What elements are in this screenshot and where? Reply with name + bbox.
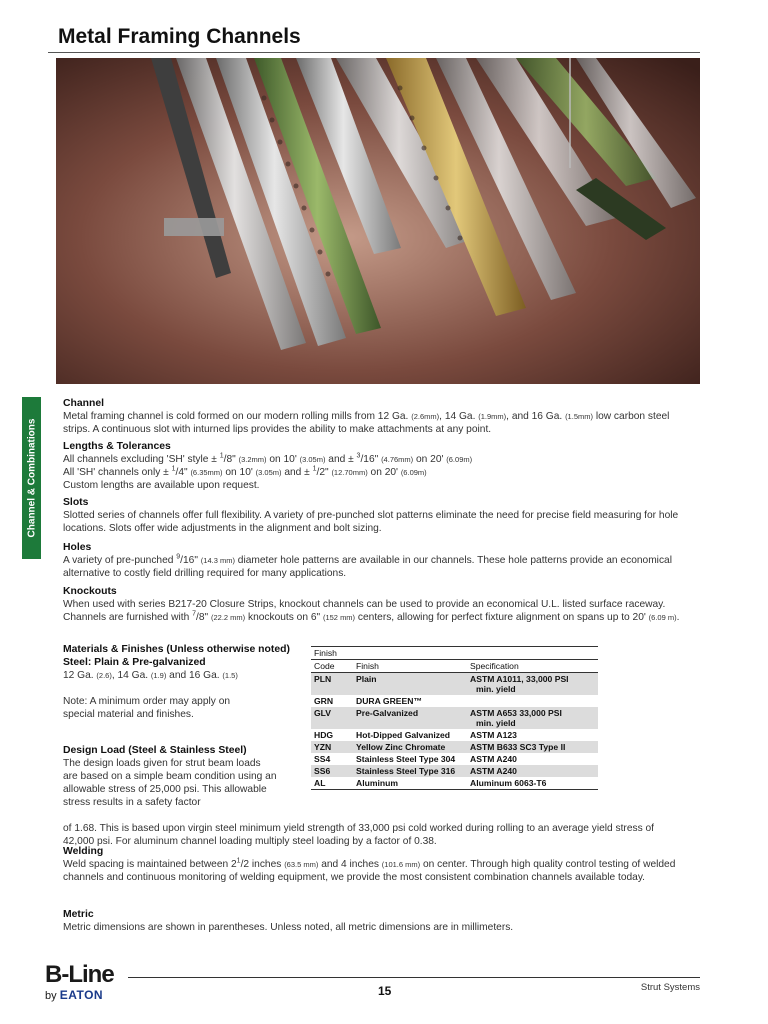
- side-tab: [22, 397, 41, 559]
- lengths-line-2: All 'SH' channels only ± $^1$/4" (6.35mm) on 10' (3.05m) and ± $^1$/2" (12.70mm) on 20' (6.09m): [63, 465, 427, 478]
- finish-name: Hot-Dipped Galvanized: [356, 730, 451, 740]
- materials-heading: Materials & Finishes (Unless otherwise noted): [63, 644, 290, 655]
- finish-name: DURA GREEN™: [356, 696, 423, 706]
- finish-table-header-row-2: [311, 660, 598, 673]
- finish-code: PLN: [311, 673, 353, 696]
- finish-spec: ASTM A123: [470, 730, 517, 740]
- finish-table: [311, 646, 598, 790]
- table-row: [311, 695, 598, 707]
- slots-section: [63, 496, 683, 535]
- finish-code: SS4: [314, 754, 331, 764]
- slots-heading: Slots: [63, 497, 89, 508]
- finish-name: Plain: [353, 673, 467, 696]
- header-specification: Specification: [467, 660, 598, 673]
- slots-text: Slotted series of channels offer full flexibility. A variety of pre-punched slot patterns eliminate the need for precise field measuring for hole locations. Slots offer wide adjustments in the alignment and bolt sizing.: [63, 510, 679, 534]
- table-row: [311, 729, 598, 741]
- holes-section: [63, 541, 683, 580]
- knockouts-section: [63, 585, 683, 624]
- table-row: [311, 753, 598, 765]
- channels-illustration: [56, 58, 700, 384]
- metric-heading: Metric: [63, 909, 94, 920]
- logo-main: B-Line: [45, 961, 114, 988]
- design-load-text-narrow: The design loads given for strut beam loads are based on a simple beam condition using an allowable stress of 25,000 psi. This allowable stress results in a safety factor: [63, 758, 277, 808]
- finish-code: SS6: [311, 765, 353, 777]
- finish-spec: ASTM A653 33,000 PSI min. yield: [467, 707, 598, 729]
- knockouts-text: When used with series B217-20 Closure Strips, knockout channels can be used to provide an economical U.L. listed surface raceway. Channels are furnished with $^7$/8" (22.2 mm) knockouts on 6" (152 mm) centers, allowing for perfect fixture alignment on spans up to 20' (6.09 m).: [63, 599, 680, 623]
- finish-spec: ASTM A240: [470, 754, 517, 764]
- footer-section-name: Strut Systems: [640, 982, 700, 993]
- welding-text: Weld spacing is maintained between $2^1/2$ inches (63.5 mm) and 4 inches (101.6 mm) on center. Through high quality control testing of welded channels and continuous monitoring of welding equipment, we provide the most consistent combination channels available today.: [63, 857, 676, 883]
- materials-section: [63, 643, 308, 721]
- bline-logo: [45, 962, 114, 1003]
- header-finish-code-1: Finish: [314, 648, 337, 658]
- table-row: [311, 777, 598, 790]
- finish-code: YZN: [311, 741, 353, 753]
- channel-heading: Channel: [63, 398, 104, 409]
- metric-text: Metric dimensions are shown in parentheses. Unless noted, all metric dimensions are in millimeters.: [63, 922, 514, 933]
- finish-code: GLV: [311, 707, 353, 729]
- table-row: [311, 707, 598, 729]
- finish-name: Yellow Zinc Chromate: [353, 741, 467, 753]
- lengths-heading: Lengths & Tolerances: [63, 441, 171, 452]
- design-load-heading: Design Load (Steel & Stainless Steel): [63, 745, 247, 756]
- welding-section: [63, 845, 683, 884]
- finish-name: Aluminum: [353, 777, 467, 790]
- table-row: [311, 673, 598, 696]
- materials-gauges: 12 Ga. (2.6), 14 Ga. (1.9) and 16 Ga. (1.5): [63, 670, 238, 681]
- finish-name: Stainless Steel Type 316: [353, 765, 467, 777]
- table-row: [311, 741, 598, 753]
- channel-section: [63, 397, 683, 436]
- finish-code: HDG: [314, 730, 334, 740]
- finish-spec: ASTM B633 SC3 Type II: [467, 741, 598, 753]
- finish-table-header-row-1: [311, 647, 598, 660]
- header-finish-code-2: Code: [311, 660, 353, 673]
- logo-by-line: by EATON: [45, 988, 104, 1002]
- title-rule: [48, 52, 700, 53]
- finish-spec: ASTM A1011, 33,000 PSI min. yield: [467, 673, 598, 696]
- finish-code: GRN: [314, 696, 334, 706]
- lengths-line-3: Custom lengths are available upon request.: [63, 480, 260, 491]
- channels-photo: [56, 58, 700, 384]
- welding-heading: Welding: [63, 846, 104, 857]
- footer-rule: [128, 977, 700, 978]
- channel-text: Metal framing channel is cold formed on our modern rolling mills from 12 Ga. (2.6mm), 14 Ga. (1.9mm), and 16 Ga. (1.5mm) low carbon steel strips. A continuous slot with inturned lips provides the ability to make attachments at any point.: [63, 411, 670, 435]
- finish-spec: [467, 695, 598, 707]
- holes-text: A variety of pre-punched $^9$/16" (14.3 mm) diameter hole patterns are available in our channels. These hole patterns provide an economical alternative to costly field drilling required for many applications.: [63, 553, 672, 579]
- holes-heading: Holes: [63, 542, 92, 553]
- finish-spec: Aluminum 6063-T6: [467, 777, 598, 790]
- materials-note: Note: A minimum order may apply on special material and finishes.: [63, 696, 231, 720]
- design-load-text-wide: of 1.68. This is based upon virgin steel minimum yield strength of 33,000 psi cold worked during rolling to an average yield stress of 42,000 psi. For aluminum channel loading multiply steel loading by a factor of 0.38.: [63, 823, 655, 847]
- header-finish: Finish: [353, 660, 467, 673]
- metric-section: [63, 908, 683, 934]
- knockouts-heading: Knockouts: [63, 586, 117, 597]
- finish-code: AL: [311, 777, 353, 790]
- page-number: 15: [378, 984, 392, 998]
- eaton-logo: EATON: [59, 988, 104, 1002]
- finish-spec: ASTM A240: [467, 765, 598, 777]
- side-tab-label: Channel & Combinations: [26, 418, 37, 538]
- lengths-section: [63, 440, 683, 492]
- materials-subheading: Steel: Plain & Pre-galvanized: [63, 657, 206, 668]
- table-row: [311, 765, 598, 777]
- page-title: Metal Framing Channels: [58, 25, 301, 48]
- finish-name: Stainless Steel Type 304: [356, 754, 456, 764]
- lengths-line-1: All channels excluding 'SH' style ± $^1$/8" (3.2mm) on 10' (3.05m) and ± $^3$/16" (4.76mm) on 20' (6.09m): [63, 452, 473, 465]
- finish-name: Pre-Galvanized: [353, 707, 467, 729]
- design-load-section: [63, 744, 278, 809]
